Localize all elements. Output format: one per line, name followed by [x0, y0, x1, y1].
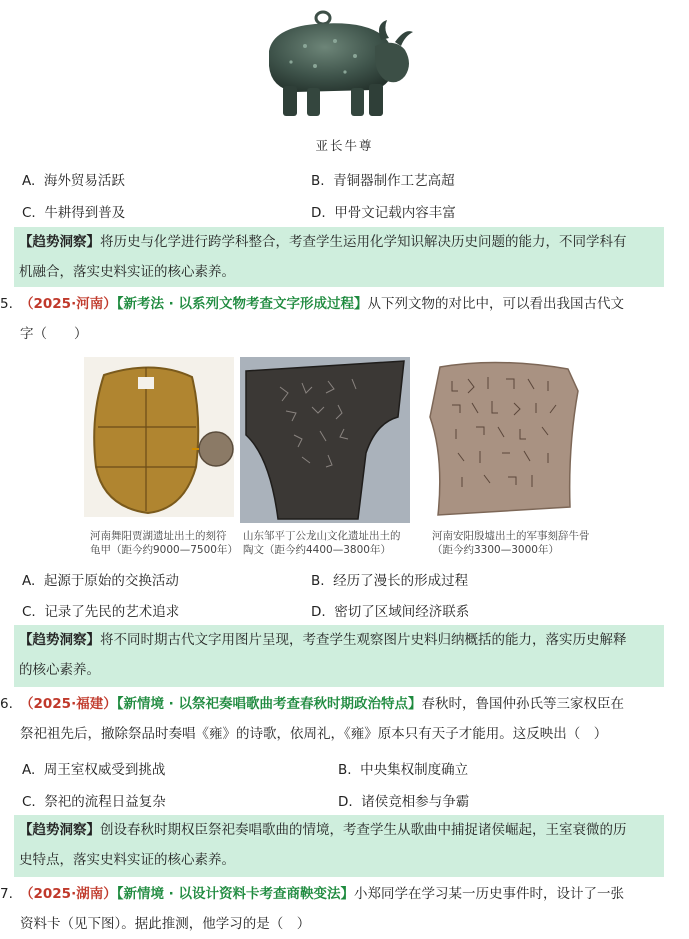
question-stem: 春秋时，鲁国仲孙氏等三家权臣在: [421, 696, 624, 712]
trend-insight-box: [14, 815, 664, 877]
option-letter: B.: [338, 762, 352, 778]
question-6: [0, 689, 665, 749]
option-text: 海外贸易活跃: [43, 173, 125, 189]
option-letter: D.: [338, 794, 353, 810]
insight-tag: 【趋势洞察】: [19, 234, 100, 250]
caption-line: 河南安阳殷墟出土的军事刻辞牛骨: [432, 530, 590, 542]
question-7: [0, 879, 665, 939]
question-stem: 小郑同学在学习某一历史事件时，设计了一张: [353, 886, 624, 902]
option-text: 密切了区域间经济联系: [334, 604, 470, 620]
option-text: 中央集权制度确立: [360, 762, 469, 778]
question-number: 6.: [0, 696, 13, 712]
option-letter: B.: [311, 173, 325, 189]
question-stem: 祭祀祖先后，撤除祭品时奏唱《雍》的诗歌，依周礼，《雍》原本只有天子才能用。这反映出（ ）: [20, 726, 608, 742]
option-d[interactable]: [311, 600, 469, 620]
option-letter: B.: [311, 573, 325, 589]
question-stem: 资料卡（见下图）。据此推测，他学习的是（ ）: [20, 916, 311, 932]
question-5: [0, 289, 665, 349]
option-text: 周王室权威受到挑战: [43, 762, 166, 778]
caption-line: 龟甲（距今约9000—7500年）: [90, 544, 238, 556]
image-caption: 亚长牛尊: [315, 138, 374, 153]
oracle-bone-image: [418, 357, 590, 523]
bronze-ox-image: [255, 6, 415, 124]
option-text: 青铜器制作工艺高超: [333, 173, 455, 189]
option-letter: C.: [22, 604, 36, 620]
option-b[interactable]: [311, 569, 468, 589]
option-letter: C.: [22, 794, 36, 810]
option-c[interactable]: [22, 600, 179, 620]
option-d[interactable]: [311, 201, 456, 221]
option-text: 记录了先民的艺术追求: [44, 604, 180, 620]
option-a[interactable]: [22, 758, 165, 778]
option-d[interactable]: [338, 790, 469, 810]
caption-line: （距今约3300—3000年）: [432, 544, 559, 556]
caption-line: 山东邹平丁公龙山文化遗址出土的: [243, 530, 401, 542]
caption-line: 河南舞阳贾湖遗址出土的刻符: [90, 530, 227, 542]
trend-insight-box: [14, 625, 664, 687]
option-text: 经历了漫长的形成过程: [333, 573, 469, 589]
caption-line: 陶文（距今约4400—3800年）: [243, 544, 391, 556]
option-letter: D.: [311, 604, 326, 620]
option-letter: A.: [22, 573, 36, 589]
option-text: 甲骨文记载内容丰富: [334, 205, 456, 221]
insight-text: 机融合，落实史料实证的核心素养。: [19, 264, 235, 280]
relic-caption-2: [243, 529, 401, 557]
question-stem: 从下列文物的对比中，可以看出我国古代文: [367, 296, 624, 312]
insight-text: 将不同时期古代文字用图片呈现，考查学生观察图片史料归纳概括的能力，落实历史解释: [100, 632, 627, 648]
insight-text: 将历史与化学进行跨学科整合，考查学生运用化学知识解决历史问题的能力，不同学科有: [100, 234, 627, 250]
option-text: 祭祀的流程日益复杂: [44, 794, 166, 810]
option-text: 起源于原始的交换活动: [43, 573, 179, 589]
turtle-shell-image: [84, 357, 234, 517]
question-keyword: 【新考法 · 以系列文物考查文字形成过程】: [116, 296, 368, 312]
option-letter: C.: [22, 205, 36, 221]
insight-text: 的核心素养。: [19, 662, 100, 678]
question-source: （2025·河南）: [20, 296, 117, 312]
option-a[interactable]: [22, 569, 179, 589]
insight-text: 创设春秋时期权臣祭祀奏唱歌曲的情境，考查学生从歌曲中捕捉诸侯崛起，王室衰微的历: [100, 822, 627, 838]
question-keyword: 【新情境 · 以祭祀奏唱歌曲考查春秋时期政治特点】: [116, 696, 422, 712]
option-text: 诸侯竞相参与争霸: [361, 794, 470, 810]
question-stem: 字（ ）: [20, 326, 88, 342]
option-c[interactable]: [22, 201, 125, 221]
question-number: 7.: [0, 886, 13, 902]
question-source: （2025·福建）: [20, 696, 117, 712]
insight-tag: 【趋势洞察】: [19, 632, 100, 648]
option-c[interactable]: [22, 790, 166, 810]
relic-caption-3: [432, 529, 590, 557]
question-source: （2025·湖南）: [20, 886, 117, 902]
trend-insight-box: [14, 227, 664, 287]
option-letter: D.: [311, 205, 326, 221]
option-text: 牛耕得到普及: [44, 205, 126, 221]
insight-tag: 【趋势洞察】: [19, 822, 100, 838]
insight-text: 史特点，落实史料实证的核心素养。: [19, 852, 235, 868]
question-number: 5.: [0, 296, 13, 312]
option-letter: A.: [22, 762, 36, 778]
option-b[interactable]: [311, 169, 455, 189]
option-b[interactable]: [338, 758, 468, 778]
relic-caption-1: [90, 529, 238, 557]
pottery-shard-image: [240, 357, 410, 523]
question-keyword: 【新情境 · 以设计资料卡考查商鞅变法】: [116, 886, 354, 902]
option-a[interactable]: [22, 169, 125, 189]
option-letter: A.: [22, 173, 36, 189]
